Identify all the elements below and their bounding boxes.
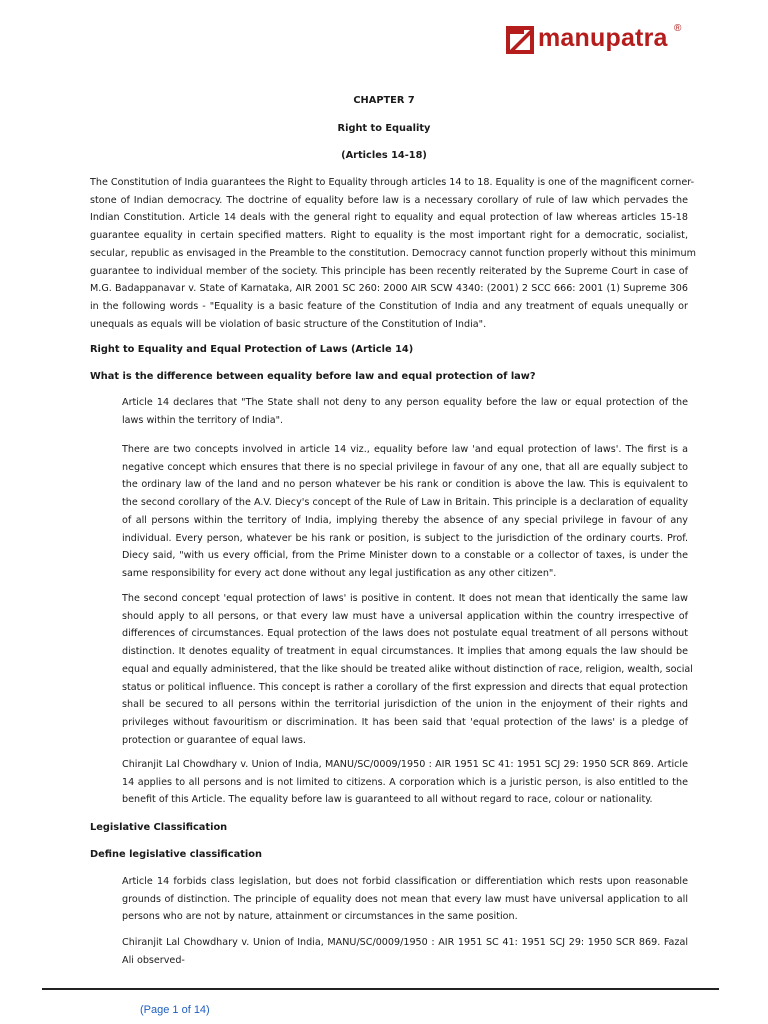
article14-paragraph xyxy=(122,394,688,429)
paragraph-line: Indian Constitution. Article 14 deals with the general right to equality and equal protection of law whereas articles 15-18 xyxy=(90,212,688,224)
paragraph-line: should apply to all persons, or that every law must have a universal application within the country irrespective of xyxy=(122,610,688,622)
paragraph-line: distinction. It denotes equality of treatment in equal circumstances. It implies that among equals the law should be xyxy=(122,646,688,658)
paragraph-line: The second concept 'equal protection of laws' is positive in content. It does not mean that identically the same law xyxy=(122,593,688,604)
paragraph-line: Article 14 forbids class legislation, but does not forbid classification or differentiation which rests upon reasonable xyxy=(122,876,688,887)
paragraph-line: Chiranjit Lal Chowdhary v. Union of India, MANU/SC/0009/1950 : AIR 1951 SC 41: 1951 SCJ 29: 1950 SCR 869. Article xyxy=(122,759,688,770)
paragraph-line: of all persons within the territory of India, implying thereby the absence of any special privilege in favour of any xyxy=(122,514,688,526)
classification-paragraph xyxy=(122,873,688,926)
paragraph-line: There are two concepts involved in article 14 viz., equality before law 'and equal protection of laws'. The first is a xyxy=(122,444,688,455)
paragraph-line: shall be secured to all persons within the territorial jurisdiction of the union in the enjoyment of their rights and xyxy=(122,699,688,711)
paragraph-line: negative concept which ensures that there is no special privilege in favour of any one, that all are equally subject to xyxy=(122,461,688,473)
brand-name: manupatra xyxy=(538,24,668,52)
paragraph-line: individual. Every person, whatever be his rank or position, is subject to the jurisdiction of the ordinary courts. Prof. xyxy=(122,532,688,544)
paragraph-line: grounds of distinction. The principle of equality does not mean that every law must have universal application to all xyxy=(122,893,688,905)
articles-range: (Articles 14-18) xyxy=(341,150,427,161)
paragraph-line: Ali observed- xyxy=(122,954,185,966)
paragraph-line: differences of circumstances. Equal protection of the laws does not postulate equal treatment of all persons without xyxy=(122,628,688,640)
paragraph-line: same responsibility for every act done without any legal justification as any other citizen". xyxy=(122,567,557,579)
paragraph-line: status or political influence. This concept is rather a corollary of the first expression and directs that equal protection xyxy=(122,681,688,693)
paragraph-line: laws within the territory of India". xyxy=(122,414,284,426)
paragraph-line: equal and equally administered, that the like should be treated alike without distinction of race, religion, wealth, social xyxy=(122,663,693,675)
paragraph-line: Diecy said, "with us every official, from the Prime Minister down to a constable or a collector of taxes, is under the xyxy=(122,550,688,562)
footer-divider xyxy=(42,988,719,990)
paragraph-line: Chiranjit Lal Chowdhary v. Union of India, MANU/SC/0009/1950 : AIR 1951 SC 41: 1951 SCJ 29: 1950 SCR 869. Fazal xyxy=(122,937,688,948)
paragraph-line: M.G. Badappanavar v. State of Karnataka, AIR 2001 SC 260: 2000 AIR SCW 4340: (2001) 2 SCC 666: 2001 (1) Supreme 306 xyxy=(90,283,688,295)
paragraph-line: secular, republic as envisaged in the Preamble to the constitution. Democracy cannot function properly without this minimum xyxy=(90,247,696,259)
chapter-label: CHAPTER 7 xyxy=(353,95,415,106)
paragraph-line: persons who are not by nature, attainment or circumstances in the same position. xyxy=(122,911,518,923)
section-heading-legislative: Legislative Classification xyxy=(90,822,228,833)
paragraph-line: guarantee equality in certain specified matters. Right to equality is the most important right for a democratic, socialist, xyxy=(90,230,688,242)
question-heading: What is the difference between equality before law and equal protection of law? xyxy=(90,371,536,382)
fazal-paragraph xyxy=(122,934,688,969)
intro-paragraph xyxy=(90,174,696,333)
paragraph-line: The Constitution of India guarantees the Right to Equality through articles 14 to 18. Equality is one of the magnificent corner- xyxy=(90,177,695,188)
chiranjit-paragraph xyxy=(122,756,688,809)
paragraph-line: stone of Indian democracy. The doctrine of equality before law is a necessary corollary of rule of law which pervades the xyxy=(90,194,688,206)
paragraph-line: benefit of this Article. The equality before law is guaranteed to all without regard to race, colour or nationality. xyxy=(122,794,653,806)
paragraph-line: privileges without favouritism or discrimination. It has been said that 'equal protection of the laws' is a pledge of xyxy=(122,716,688,728)
paragraph-line: protection or guarantee of equal laws. xyxy=(122,734,306,746)
paragraph-line: guarantee to individual member of the society. This principle has been recently reiterated by the Supreme Court in case of xyxy=(90,265,688,277)
paragraph-line: Article 14 declares that "The State shall not deny to any person equality before the law or equal protection of the xyxy=(122,397,688,408)
paragraph-line: in the following words - "Equality is a basic feature of the Constitution of India and any treatment of equals unequally or xyxy=(90,300,688,312)
chapter-title: Right to Equality xyxy=(337,123,431,134)
second-concept-paragraph xyxy=(122,590,693,749)
section-heading-article14: Right to Equality and Equal Protection of Laws (Article 14) xyxy=(90,344,414,355)
registered-mark: ® xyxy=(674,23,682,34)
manupatra-logo xyxy=(506,24,716,56)
paragraph-line: the second corollary of the A.V. Diecy's concept of the Rule of Law in Britain. This principle is a declaration of equality xyxy=(122,497,688,509)
paragraph-line: unequals as equals will be violation of basic structure of the Constitution of India". xyxy=(90,318,487,330)
paragraph-line: 14 applies to all persons and is not limited to citizens. A corporation which is a juristic person, is also entitled to the xyxy=(122,776,688,788)
two-concepts-paragraph xyxy=(122,441,688,583)
paragraph-line: the ordinary law of the land and no person whatever be his rank or condition is above the law. This is equivalent to xyxy=(122,479,688,491)
manupatra-logo-icon xyxy=(506,26,534,54)
section-heading-define: Define legislative classification xyxy=(90,849,262,860)
page-indicator[interactable]: (Page 1 of 14) xyxy=(140,1004,210,1016)
